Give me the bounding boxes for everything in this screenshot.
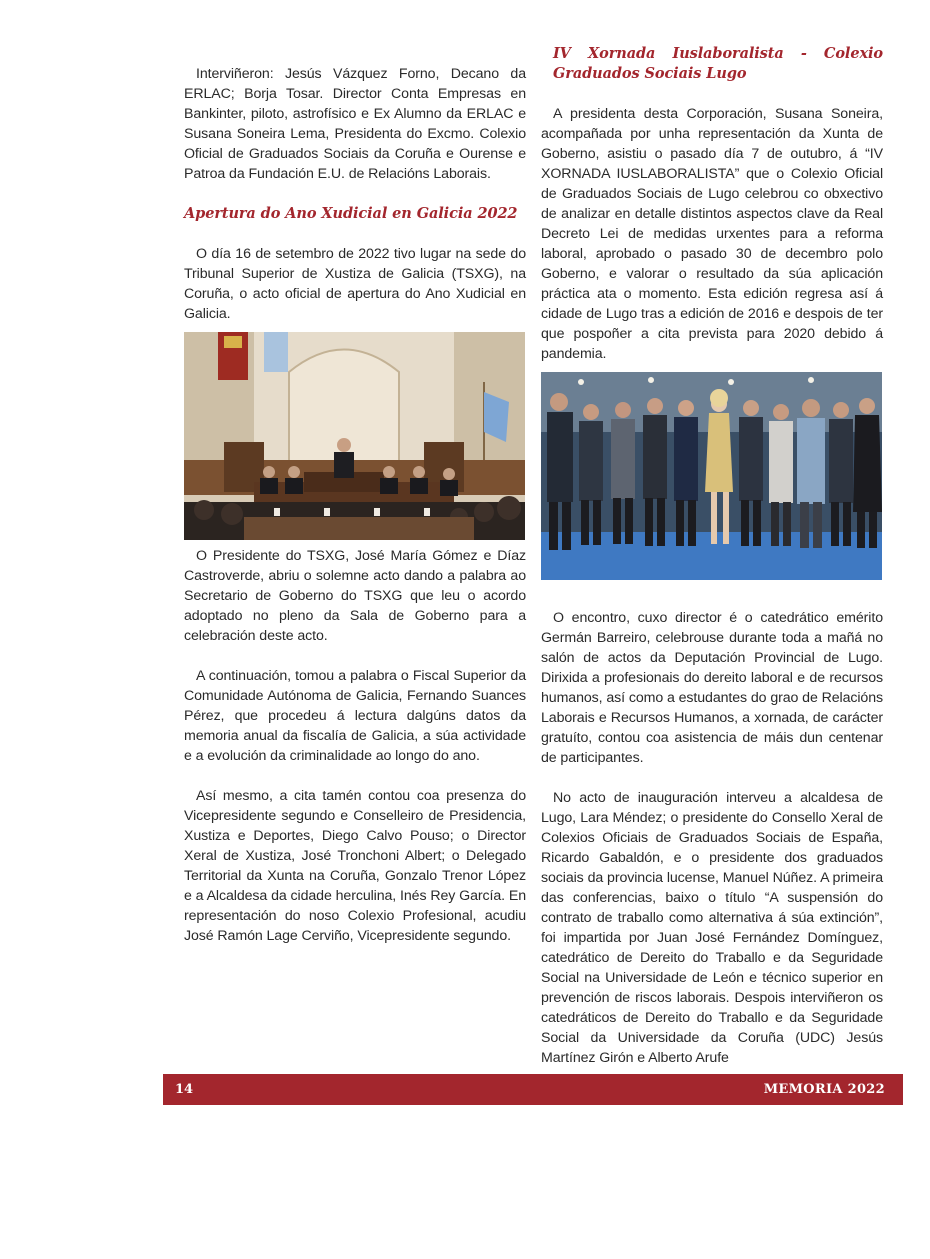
section-title-xornada: IV Xornada Iuslaboralista - Colexio Graduados Sociais Lugo [553,45,883,82]
paragraph: No acto de inauguración interveu a alcaldesa de Lugo, Lara Méndez; o presidente do Consello Xeral de Colexios Oficiais de Graduados Sociais de España, Ricardo Gabaldón, e o presidente dos graduados sociais da provincia lucense, Manuel Núñez. A primeira das conferencias, baixo o título “A suspensión do contrato de traballo como alternativa á súa extinción”, foi impartida por Juan José Fernández Domínguez, catedrático de Dereito do Traballo e da Seguridade Social na Universidade de León e técnico superior en prevención de riscos laborais. Despois interviñeron os catedráticos de Dereito do Traballo e da Seguridade Social da Universidade da Coruña (UDC) Jesús Martínez Girón e Alberto Arufe [541,790,883,1066]
left-column [184,64,526,946]
right-column [541,44,883,1068]
group-photo [541,372,882,580]
paragraph: A presidenta desta Corporación, Susana Soneira, acompañada por unha representación da Xunta de Goberno, asistiu o pasado día 7 de outubro, á “IV XORNADA IUSLABORALISTA” que o Colexio Oficial de Graduados Sociais de Lugo celebrou co obxectivo de analizar en detalle distintos aspectos clave da Real Decreto Lei de medidas urxentes para a reforma laboral, aprobado o pasado 30 de decembro polo Goberno, e valorar o resultado da súa aplicación práctica ata o momento. Esta edición regresa así á cidade de Lugo tras a edición de 2016 e despois de ter que pospoñer a cita prevista para 2020 debido á pandemia. [541,106,883,362]
paragraph: O Presidente do TSXG, José María Gómez e Díaz Castroverde, abriu o solemne acto dando a palabra ao Secretario de Goberno do TSXG que leu o acordo adoptado no pleno da Sala de Goberno para a celebración deste acto. [184,548,526,644]
courtroom-photo [184,332,525,540]
paragraph: O encontro, cuxo director é o catedrático emérito Germán Barreiro, celebrouse durante toda a mañá no salón de actos da Deputación Provincial de Lugo. Dirixida a profesionais do dereito laboral e de recursos humanos, así como a estudantes do grao de Relacións Laborais e Recursos Humanos, a xornada, de carácter gratuíto, contou coa asistencia de máis dun centenar de participantes. [541,610,883,766]
paragraph: A continuación, tomou a palabra o Fiscal Superior da Comunidade Autónoma de Galicia, Fernando Suances Pérez, que procedeu á lectura dalgúns datos da memoria anual da fiscalía de Galicia, a súa actividade e a evolución da criminalidade ao longo do ano. [184,668,526,764]
page-number: 14 [175,1082,194,1097]
paragraph: O día 16 de setembro de 2022 tivo lugar na sede do Tribunal Superior de Xustiza de Galicia (TSXG), na Coruña, o acto oficial de apertura do Ano Xudicial en Galicia. [184,246,526,322]
intro-paragraph: Interviñeron: Jesús Vázquez Forno, Decano da ERLAC; Borja Tosar. Director Conta Empresas en Bankinter, piloto, astrofísico e Ex Alumno da ERLAC e Susana Soneira Lema, Presidenta do Excmo. Colexio Oficial de Graduados Sociais da Coruña e Ourense e Patroa da Fundación E.U. de Relacións Laborais. [184,66,526,182]
paragraph: Así mesmo, a cita tamén contou coa presenza do Vicepresidente segundo e Conselleiro de Presidencia, Xustiza e Deportes, Diego Calvo Pouso; o Director Xeral de Xustiza, José Tronchoni Albert; o Delegado Territorial da Xunta na Coruña, Gonzalo Trenor López e a Alcaldesa da cidade herculina, Inés Rey García. En representación do noso Colexio Profesional, acudiu José Ramón Lage Cerviño, Vicepresidente segundo. [184,788,526,944]
footer-label: MEMORIA 2022 [763,1082,885,1097]
page-footer [163,1074,903,1105]
section-title-ano-xudicial: Apertura do Ano Xudicial en Galicia 2022 [184,205,518,222]
